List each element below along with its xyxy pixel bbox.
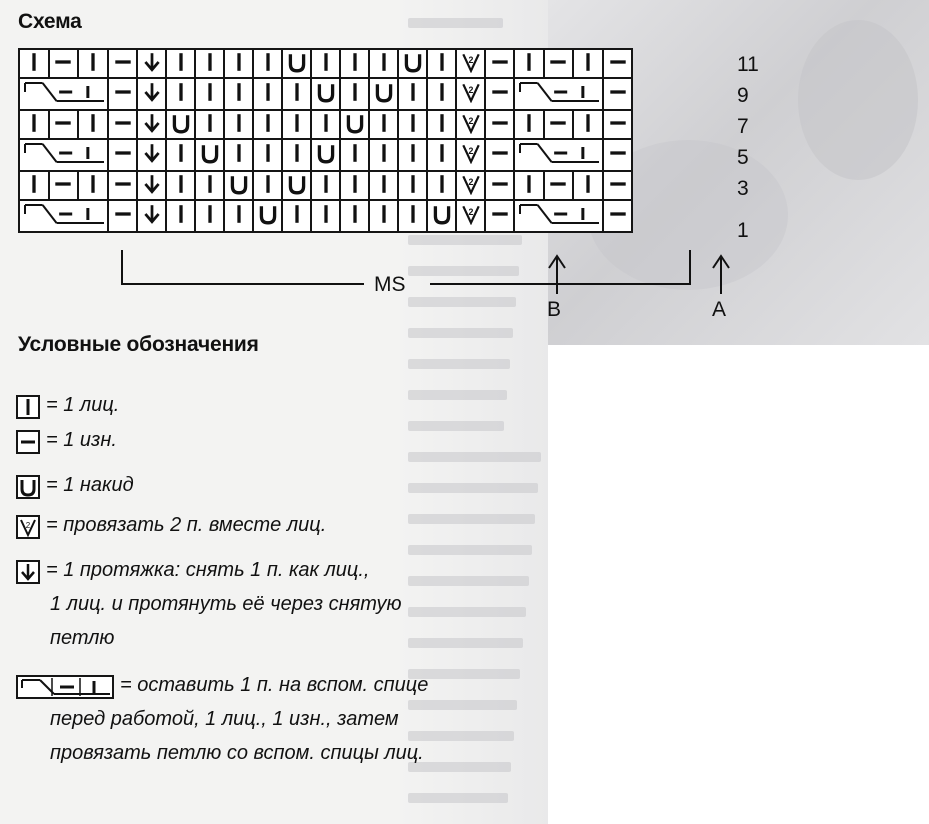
row-label: 11 [737,53,759,76]
svg-text:2: 2 [25,521,31,530]
svg-text:2: 2 [468,85,473,96]
legend-text: = провязать 2 п. вместе лиц. [46,514,327,536]
legend-text-line: 1 лиц. и протянуть её через снятую [50,593,402,615]
svg-text:2: 2 [468,146,473,157]
yarn-over-icon [16,475,40,499]
legend-text: = 1 изн. [46,429,117,451]
row-label: 1 [737,219,749,242]
blank-region [548,345,929,824]
purl-stitch-icon [16,430,40,454]
row-label: 9 [737,84,749,107]
k2tog-icon [16,515,40,539]
b-label: B [547,298,562,321]
row-label: 5 [737,146,749,169]
ms-label: MS [374,273,406,296]
svg-text:2: 2 [468,207,473,218]
scheme-title: Схема [18,10,82,33]
knit-stitch-icon [16,395,40,419]
cable-cross-icon [16,675,114,699]
legend-text-line: петлю [50,627,115,649]
ms-bracket-right [430,250,690,284]
row-label: 7 [737,115,749,138]
row-label: 3 [737,177,749,200]
chart-markers [0,0,929,330]
legend-text: = 1 лиц. [46,394,120,416]
legend-text-line: = 1 протяжка: снять 1 п. как лиц., [46,559,370,581]
legend-title: Условные обозначения [18,333,259,356]
legend-text-line: провязать петлю со вспом. спицы лиц. [50,742,424,764]
svg-text:2: 2 [468,176,473,187]
legend-text: = 1 накид [46,474,134,496]
a-label: A [712,298,727,321]
slip-knit-pass-icon [16,560,40,584]
legend-text-line: = оставить 1 п. на вспом. спице [120,674,429,696]
ms-bracket [122,250,364,284]
svg-text:2: 2 [468,115,473,126]
legend-text-line: перед работой, 1 лиц., 1 изн., затем [50,708,399,730]
svg-text:2: 2 [468,54,473,65]
